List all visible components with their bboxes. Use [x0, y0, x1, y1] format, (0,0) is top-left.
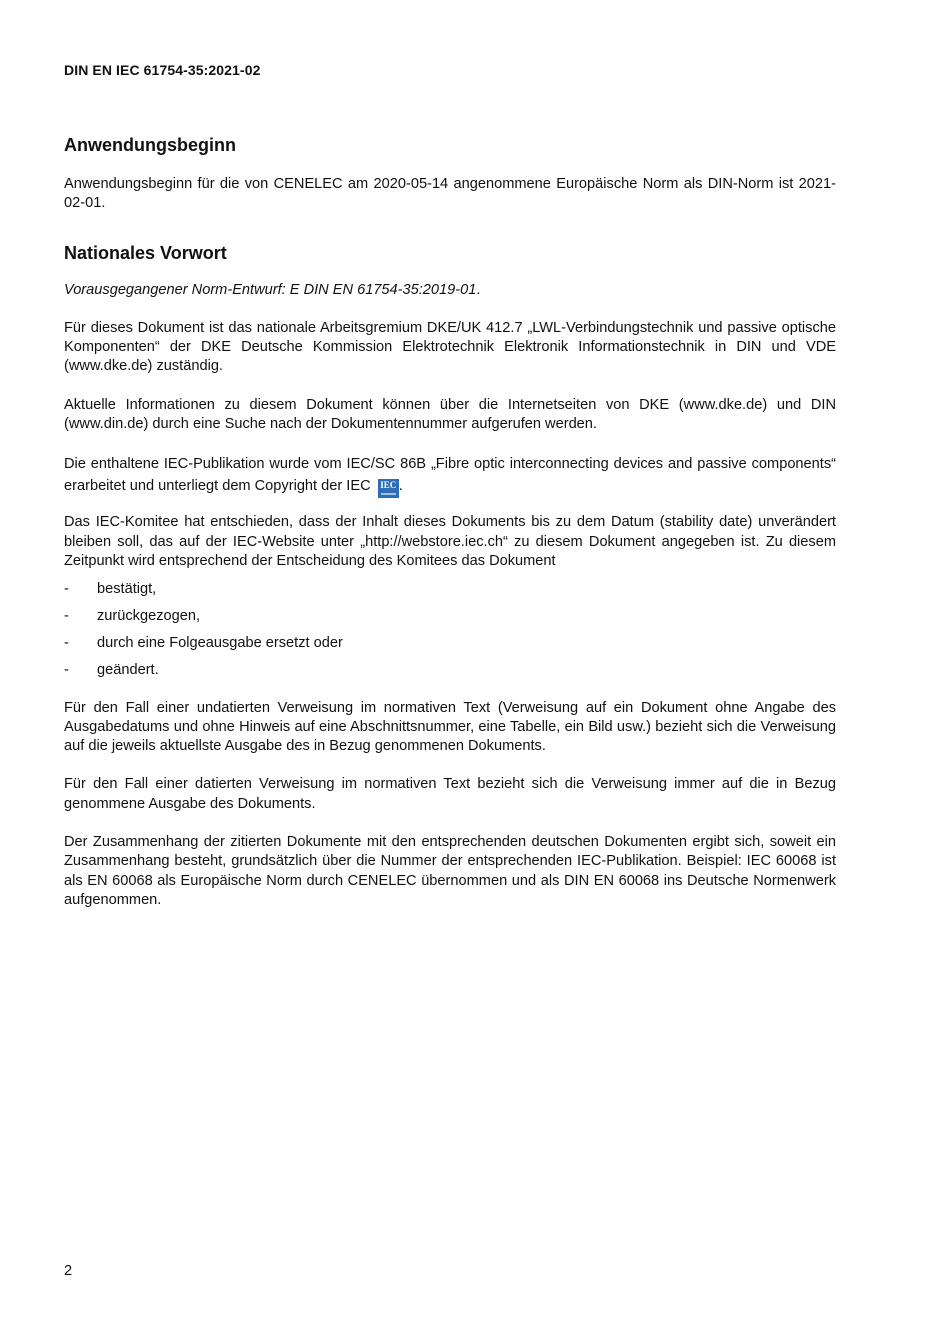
list-dash-marker: - [64, 635, 69, 652]
document-id-header: DIN EN IEC 61754-35:2021-02 [64, 62, 261, 78]
paragraph-undated-reference: Für den Fall einer undatierten Verweisung im normativen Text (Verweisung auf ein Dokument ohne Angabe des Ausgabedatums und ohne Hinweis auf eine Abschnittsnummer, eine Tabelle, ein Bild usw.) bezieht sich die Verweisung auf die jeweils aktuellste Ausgabe des in Bezug genommenen Dokuments. [64, 699, 836, 755]
list-item [64, 661, 836, 680]
paragraph-responsibility: Für dieses Dokument ist das nationale Arbeitsgremium DKE/UK 412.7 „LWL-Verbindungstechnik und passive optische Komponenten“ der DKE Deutsche Kommission Elektrotechnik Elektronik Informationstechnik in DIN und VDE (www.dke.de) zuständig. [64, 319, 836, 375]
list-dash-marker: - [64, 608, 69, 625]
list-dash-marker: - [64, 662, 69, 679]
list-item [64, 580, 836, 599]
list-item [64, 607, 836, 626]
paragraph-iec-publication [64, 453, 836, 498]
paragraph-anwendungsbeginn: Anwendungsbeginn für die von CENELEC am 2020-05-14 angenommene Europäische Norm als DIN-Norm ist 2021-02-01. [64, 176, 836, 212]
paragraph-dated-reference: Für den Fall einer datierten Verweisung im normativen Text bezieht sich die Verweisung immer auf die in Bezug genommene Ausgabe des Dokuments. [64, 776, 836, 812]
previous-draft-reference: Vorausgegangener Norm-Entwurf: E DIN EN 61754-35:2019-01 [64, 281, 477, 298]
paragraph-information: Aktuelle Informationen zu diesem Dokument können über die Internetseiten von DKE (www.dke.de) und DIN (www.din.de) durch eine Suche nach der Dokumentennummer aufgerufen werden. [64, 396, 836, 433]
paragraph-committee: Das IEC-Komitee hat entschieden, dass der Inhalt dieses Dokuments bis zu dem Datum (stability date) unverändert bleiben soll, das auf der IEC-Website unter „http://webstore.iec.ch“ zu diesem Dokument angegeben ist. Zu diesem Zeitpunkt wird entsprechend der Entscheidung des Komitees das Dokument [64, 514, 836, 569]
status-list [64, 580, 836, 680]
page-number: 2 [64, 1263, 73, 1279]
iec-publication-text: Die enthaltene IEC-Publikation wurde vom IEC/SC 86B „Fibre optic interconnecting devices and passive components“ erarbeitet und unterliegt dem Copyright der IEC [64, 456, 836, 495]
paragraph-correspondence: Der Zusammenhang der zitierten Dokumente mit den entsprechenden deutschen Dokumenten ergibt sich, soweit ein Zusammenhang besteht, grundsätzlich über die Nummer der entsprechenden IEC-Publikation. Beispiel: IEC 60068 ist als EN 60068 als Europäische Norm durch CENELEC übernommen und als DIN EN 60068 ins Deutsche Normenwerk aufgenommen. [64, 834, 836, 908]
heading-nationales-vorwort: Nationales Vorwort [64, 242, 227, 263]
list-item-text: zurückgezogen, [97, 608, 201, 625]
list-item-text: geändert. [97, 662, 159, 679]
list-item-text: bestätigt, [97, 581, 157, 598]
iec-logo-icon: IEC [378, 479, 399, 498]
paragraph-previous-draft [64, 281, 836, 300]
document-body [64, 133, 836, 910]
list-dash-marker: - [64, 581, 69, 598]
list-item [64, 634, 836, 653]
iec-publication-end: . [398, 478, 403, 495]
list-item-text: durch eine Folgeausgabe ersetzt oder [97, 635, 343, 652]
heading-anwendungsbeginn: Anwendungsbeginn [64, 135, 236, 155]
previous-draft-suffix: . [476, 281, 481, 298]
